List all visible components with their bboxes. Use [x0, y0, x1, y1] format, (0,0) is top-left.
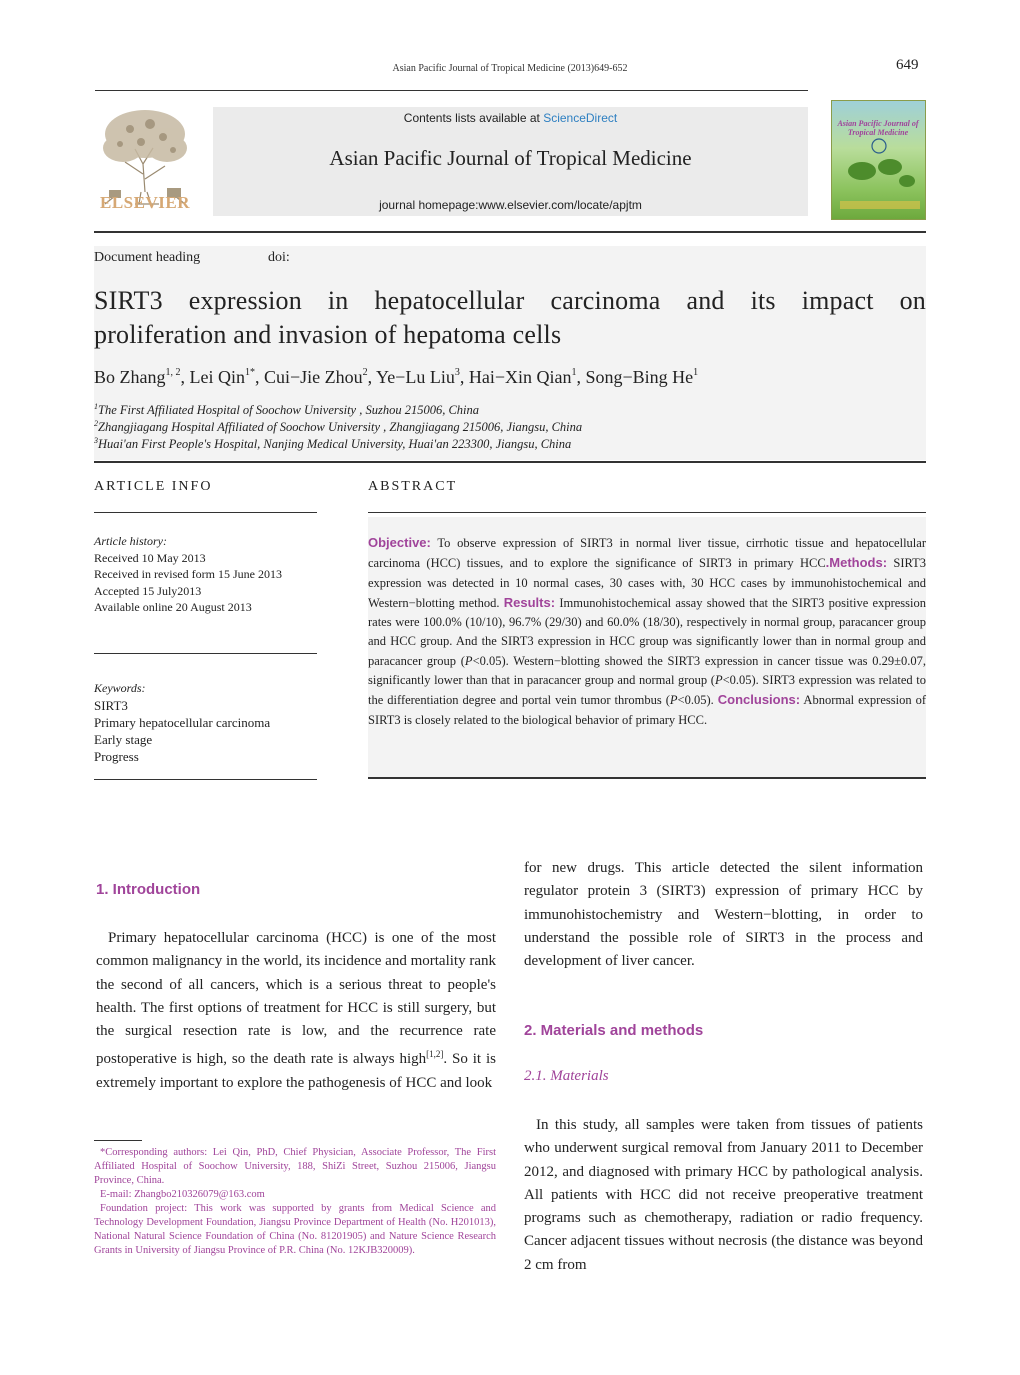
author-list: Bo Zhang$^{1, 2}$, Lei Qin$^{1*}$, Cui−Jie Zhou$^2$, Ye−Lu Liu$^3$, Hai−Xin Qian$^1$, Song−Bing He$^1$: [94, 367, 699, 387]
affiliation-text: Huai'an First People's Hospital, Nanjing Medical University, Huai'an 223300, Jiangsu, China: [98, 437, 572, 451]
history-received: Received 10 May 2013: [94, 551, 206, 565]
objective-text: To observe expression of SIRT3 in normal liver tissue, cirrhotic tissue and hepatocellular carcinoma (HCC) tissues, and to explore the significance of SIRT3 in primary HCC: [368, 536, 926, 571]
article-info-heading: ARTICLE INFO: [94, 479, 213, 494]
article-history-label: Article history:: [94, 534, 167, 548]
p-value-symbol: P: [669, 693, 678, 708]
header-rule: [95, 90, 808, 91]
running-head: Asian Pacific Journal of Tropical Medicine (2013)649-652: [392, 63, 628, 74]
affiliation-number: 2: [94, 419, 98, 428]
results-text: <0.05). SIRT3 expression was related to the differentiation degree and portal vein tumor thrombus (: [368, 673, 926, 708]
materials-paragraph: In this study, all samples were taken from tissues of patients who underwent surgical removal from January 2011 to December 2012, and diagnosed with primary HCC by pathological analysis. All patients with HCC did not receive preoperative treatment programs such as chemotherapy, radiation or radio frequency. Cancer adjacent tissues without necrosis (the distance was beyond 2 cm from: [524, 1117, 923, 1273]
elsevier-wordmark: ELSEVIER: [100, 193, 190, 212]
author-name: Song−Bing He: [585, 367, 694, 387]
author-affiliation-mark: 2: [362, 367, 368, 378]
citation[interactable]: [1,2]: [426, 1049, 444, 1060]
results-label: Results:: [503, 594, 556, 610]
journal-title: Asian Pacific Journal of Tropical Medicine: [329, 146, 692, 170]
meta-band-rule: [94, 461, 926, 463]
keywords-label: Keywords:: [94, 681, 146, 695]
author-affiliation-mark: 3: [454, 367, 460, 378]
author-affiliation-mark: 1, 2: [165, 367, 181, 378]
paragraph-text: Primary hepatocellular carcinoma (HCC) is one of the most common malignancy in the world, its incidence and mortality rank the second of all cancers, which is a serious threat to people's health. The first options of treatment for HCC is still surgery, but the surgical resection rate is low, and the recurrence rate postoperative is high, so the death rate is always high: [96, 930, 496, 1068]
sciencedirect-link[interactable]: ScienceDirect: [543, 111, 618, 125]
abstract-bottom-rule: [368, 777, 926, 779]
page-number: 649: [896, 57, 919, 73]
affiliation-2: [94, 419, 582, 435]
methods-text: SIRT3 expression was detected in 10 normal cases, 30 cases with, 30 HCC cases by immunohistochemical and Western−blotting method.: [368, 556, 927, 610]
affiliation-text: Zhangjiagang Hospital Affiliated of Soochow University , Zhangjiagang 215006, Jiangsu, China: [98, 420, 583, 434]
section-heading-introduction: 1. Introduction: [96, 881, 201, 898]
section-heading-materials-methods: 2. Materials and methods: [524, 1022, 704, 1039]
keywords-rule: [94, 653, 317, 654]
doi-label: doi:: [268, 250, 290, 265]
contents-available-line: [213, 111, 808, 125]
p-value-symbol: P: [714, 673, 723, 688]
affiliation-3: [94, 436, 571, 452]
keyword-item: Early stage: [94, 732, 153, 747]
author-name: Cui−Jie Zhou: [264, 367, 363, 387]
article-title-line-1: SIRT3 expression in hepatocellular carcinoma and its impact on: [94, 286, 926, 315]
p-value-symbol: P: [464, 653, 473, 668]
results-text: <0.05).: [677, 693, 718, 708]
document-heading-label: Document heading: [94, 250, 201, 265]
masthead-rule: [94, 231, 926, 233]
subsection-heading-materials: 2.1. Materials: [524, 1068, 609, 1084]
corresponding-author-note: *Corresponding authors: Lei Qin, PhD, Chief Physician, Associate Professor, The First Affiliated Hospital of Soochow University, 188, ShiZi Street, Suzhou 215006, Jiangsu Province, China.: [94, 1147, 496, 1186]
journal-cover-image: [831, 100, 926, 220]
affiliation-number: 3: [94, 436, 98, 445]
history-revised: Received in revised form 15 June 2013: [94, 567, 282, 581]
introduction-continued-paragraph: for new drugs. This article detected the silent information regulator protein 3 (SIRT3) expression of primary HCC by immunohistochemistry and Western−blotting, in order to understand the possible role of SIRT3 in the process and development of liver cancer.: [524, 860, 923, 970]
author-name: Hai−Xin Qian: [468, 367, 572, 387]
author-affiliation-mark: 1*: [245, 367, 255, 378]
article-title-line-2: proliferation and invasion of hepatoma cells: [94, 320, 562, 349]
keyword-item: SIRT3: [94, 698, 128, 713]
footnotes: [94, 1146, 496, 1258]
article-info-bottom-rule: [94, 779, 317, 780]
abstract-body: [368, 533, 926, 730]
abstract-top-rule: [368, 512, 926, 513]
keyword-item: Progress: [94, 749, 139, 764]
keyword-item: Primary hepatocellular carcinoma: [94, 715, 271, 730]
introduction-paragraph: [96, 927, 496, 1095]
article-title: [94, 284, 926, 352]
affiliation-number: 1: [94, 402, 98, 411]
methods-label: .Methods:: [825, 555, 888, 571]
contents-prefix: Contents lists available at: [403, 111, 544, 125]
funding-note: Foundation project: This work was supported by grants from Medical Science and Technology Development Foundation, Jiangsu Province Department of Health (No. H201013), National Natural Science Foundation of China (No. 81201905) and Nature Science Research Grants in University of Jiangsu Province of P.R. China (No. 12KJB320009).: [94, 1203, 496, 1256]
abstract-heading: ABSTRACT: [368, 479, 458, 494]
cover-title: Asian Pacific Journal of Tropical Medicine: [837, 119, 919, 137]
objective-label: Objective:: [368, 535, 431, 550]
author-name: Lei Qin: [189, 367, 245, 387]
conclusions-label: Conclusions:: [717, 692, 801, 708]
history-accepted: Accepted 15 July2013: [94, 584, 202, 598]
results-text: <0.05). Western−blotting showed the SIRT3 expression in cancer tissue was 0.29±0.07, significantly lower than that in paracancer group and normal group (: [368, 653, 926, 688]
affiliation-text: The First Affiliated Hospital of Soochow University , Suzhou 215006, China: [98, 403, 480, 417]
author-name: Bo Zhang: [94, 367, 166, 387]
author-affiliation-mark: 1: [693, 367, 699, 378]
results-text: Immunohistochemical assay showed that the SIRT3 positive expression rates were 100.0% (10/10), 96.7% (29/30) and 60.0% (18/30), respectively in normal group, paracancer group and HCC group. And the SIRT3 expression in HCC group was significantly lower than in normal group and paracancer group (: [368, 595, 926, 668]
email-note[interactable]: E-mail: Zhangbo210326079@163.com: [100, 1189, 265, 1200]
author-name: Ye−Lu Liu: [376, 367, 455, 387]
footnote-rule: [94, 1140, 142, 1141]
paragraph-text: . So it is extremely important to explore the pathogenesis of HCC and look: [96, 1051, 496, 1091]
article-info-rule: [94, 512, 317, 513]
author-affiliation-mark: 1: [571, 367, 577, 378]
journal-homepage[interactable]: journal homepage:www.elsevier.com/locate/apjtm: [379, 198, 642, 212]
conclusions-text: Abnormal expression of SIRT3 is closely related to the biological behavior of primary HCC.: [368, 693, 926, 727]
affiliation-1: [94, 402, 479, 418]
history-online: Available online 20 August 2013: [94, 600, 252, 614]
